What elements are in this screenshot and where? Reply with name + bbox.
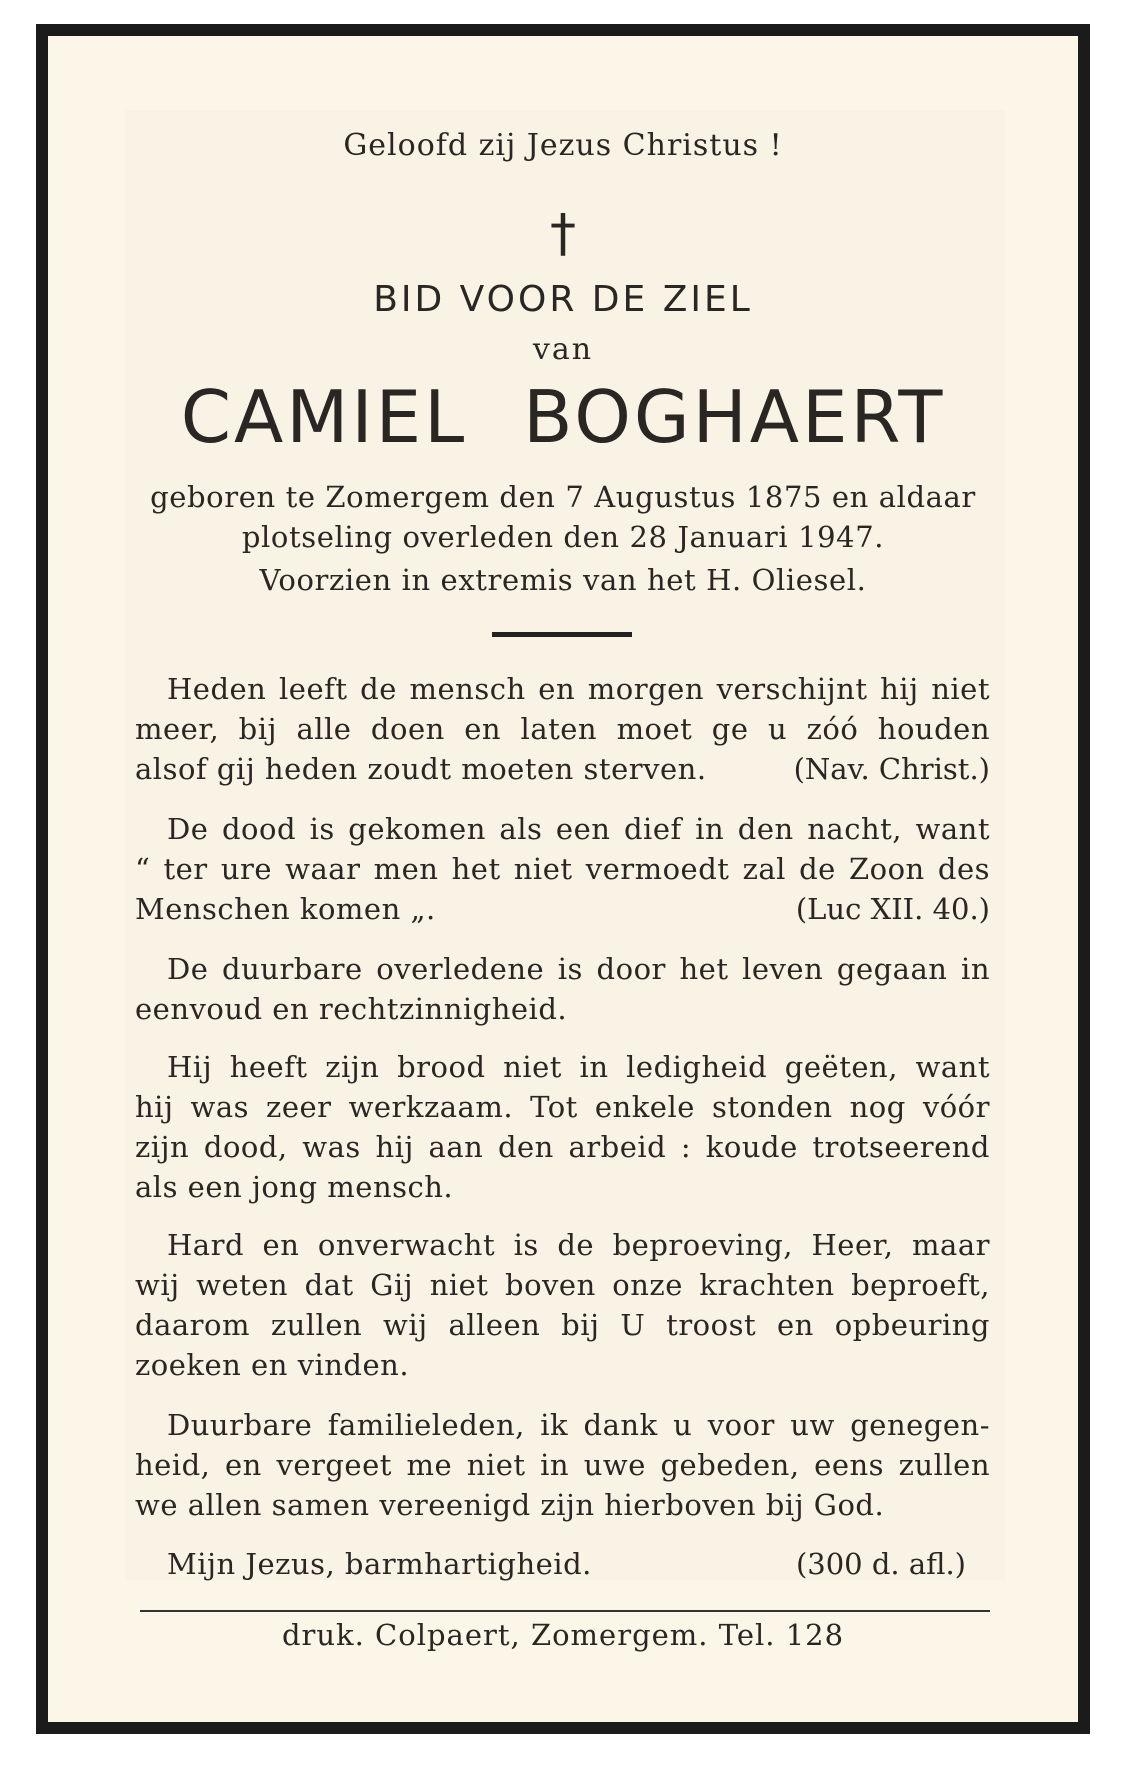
text-line: als een jong mensch.: [135, 1170, 454, 1204]
text-line: “ ter ure waar men het niet vermoedt zal de Zoon des: [135, 852, 990, 886]
text-line: daarom zullen wij alleen bij U troost en opbeuring: [135, 1308, 990, 1342]
footer-rule: [140, 1610, 990, 1612]
text-line: Menschen komen „.: [135, 892, 436, 926]
text-line: Hard en onverwacht is de beproeving, Heer, maar: [167, 1228, 990, 1262]
cross-icon: †: [550, 204, 576, 264]
text-line: zijn dood, was hij aan den arbeid : koude trotseerend: [135, 1130, 990, 1164]
van-label: van: [532, 332, 594, 367]
text-line: De duurbare overledene is door het leven gegaan in: [167, 952, 990, 986]
greeting: Geloofd zij Jezus Christus !: [343, 128, 783, 163]
divider: [492, 632, 632, 637]
printer-line: druk. Colpaert, Zomergem. Tel. 128: [281, 1618, 845, 1652]
text-line: zoeken en vinden.: [135, 1348, 410, 1382]
prayer-line: Mijn Jezus, barmhartigheid.: [167, 1547, 592, 1581]
text-line: wij weten dat Gij niet boven onze krachten beproeft,: [135, 1268, 990, 1302]
text-line: eenvoud en rechtzinnigheid.: [135, 992, 568, 1026]
text-line: De dood is gekomen als een dief in den nacht, want: [167, 812, 990, 846]
bio-line: Voorzien in extremis van het H. Oliesel.: [259, 563, 867, 597]
text-line: meer, bij alle doen en laten moet ge u zóó houden: [135, 712, 990, 746]
text-line: Heden leeft de mensch en morgen verschijnt hij niet: [167, 672, 990, 706]
text-line: Hij heeft zijn brood niet in ledigheid geëten, want: [167, 1050, 990, 1084]
text-line: Duurbare familieleden, ik dank u voor uw genegen-: [167, 1408, 990, 1442]
text-line: heid, en vergeet me niet in uwe gebeden, eens zullen: [135, 1448, 990, 1482]
prayer-title: BID VOOR DE ZIEL: [373, 279, 753, 320]
text-line: we allen samen vereenigd zijn hierboven bij God.: [135, 1488, 885, 1522]
source-citation: (Luc XII. 40.): [795, 892, 990, 926]
bio-line: plotseling overleden den 28 Januari 1947.: [241, 520, 885, 554]
bio-line: geboren te Zomergem den 7 Augustus 1875 en aldaar: [150, 480, 976, 514]
deceased-name: CAMIEL BOGHAERT: [180, 375, 946, 459]
source-citation: (Nav. Christ.): [793, 752, 990, 786]
text-line: alsof gij heden zoudt moeten sterven.: [135, 752, 707, 786]
text-line: hij was zeer werkzaam. Tot enkele stonden nog vóór: [135, 1090, 990, 1124]
indulgence-note: (300 d. afl.): [795, 1547, 966, 1581]
